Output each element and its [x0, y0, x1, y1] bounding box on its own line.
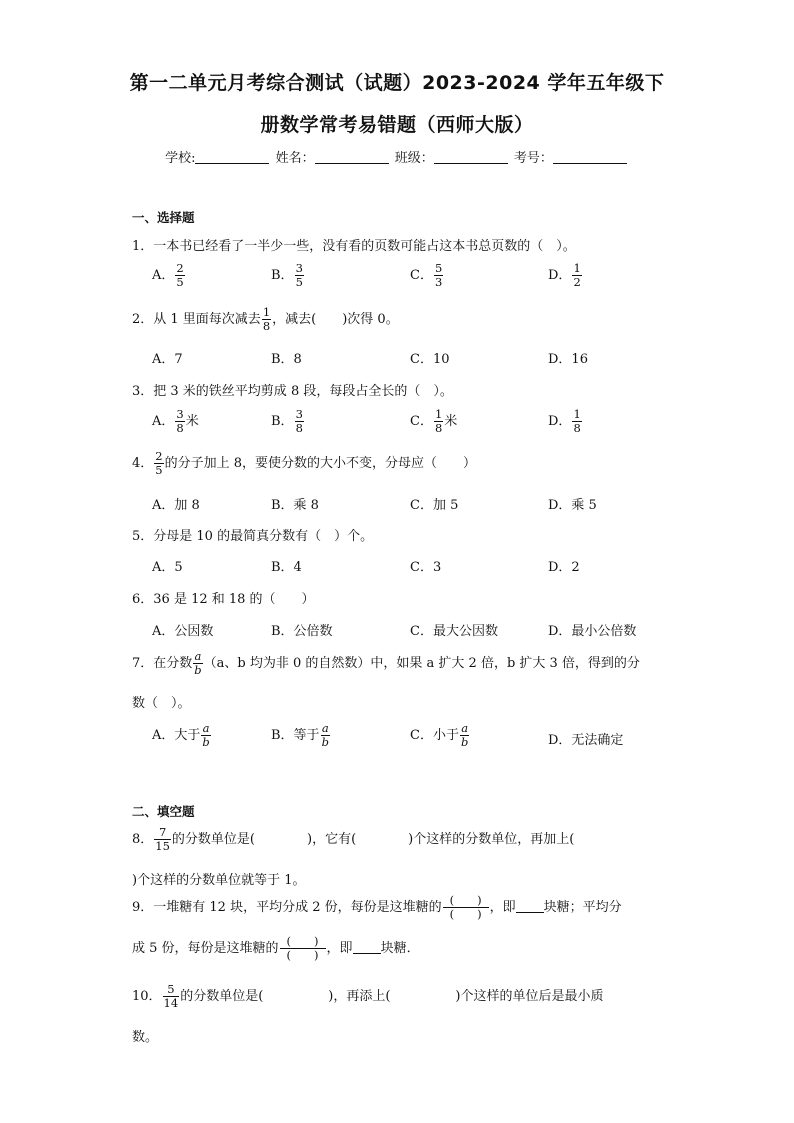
- blank-fraction[interactable]: $\frac{( )}{( )}$: [280, 935, 326, 962]
- fraction: $\frac{1}{8}$: [262, 305, 271, 333]
- question-4: 4． $\frac{2}{5}$ 的分子加上 8，要使分数的大小不变，分母应（ ）: [132, 449, 477, 477]
- q4-option-c[interactable]: C．加 5: [410, 498, 459, 513]
- section-fill-heading: 二、填空题: [132, 804, 195, 819]
- school-label: 学校:: [165, 151, 196, 166]
- class-label: 班级：: [394, 151, 434, 166]
- q2-option-a[interactable]: A．7: [152, 352, 183, 367]
- question-6: 6．36 是 12 和 18 的（ ）: [132, 592, 315, 607]
- q7-option-c[interactable]: C．小于 $\frac{a}{b}$: [410, 721, 469, 749]
- answer-blank[interactable]: [516, 900, 544, 913]
- question-8: 8． $\frac{7}{15}$ 的分数单位是( )，它有( )个这样的分数单位，再加上(: [132, 825, 575, 853]
- student-info-line: [0, 147, 794, 166]
- class-blank[interactable]: [434, 150, 508, 164]
- name-blank[interactable]: [315, 150, 389, 164]
- fraction: $\frac{2}{5}$: [176, 261, 184, 289]
- q2-option-c[interactable]: C．10: [410, 352, 450, 367]
- fraction: $\frac{3}{8}$: [176, 407, 184, 435]
- question-9-line2: 成 5 份，每份是这堆糖的 $\frac{( )}{( )}$ ，即 块糖．: [132, 934, 420, 962]
- fraction: $\frac{a}{b}$: [321, 721, 329, 749]
- q7-option-d[interactable]: D．无法确定: [548, 733, 624, 748]
- q5-option-c[interactable]: C．3: [410, 560, 442, 575]
- q7-option-b[interactable]: B．等于 $\frac{a}{b}$: [271, 721, 329, 749]
- fraction: $\frac{2}{5}$: [155, 449, 163, 477]
- fraction: $\frac{1}{8}$: [573, 407, 581, 435]
- fraction: $\frac{5}{3}$: [434, 261, 443, 289]
- fraction: $\frac{3}{8}$: [295, 407, 303, 435]
- question-9: 9．一堆糖有 12 块，平均分成 2 份，每份是这堆糖的 $\frac{( )}{( )}$ ，即 块糖；平均分: [132, 893, 622, 921]
- q1-option-d[interactable]: D． $\frac{1}{2}$: [548, 261, 581, 289]
- answer-blank[interactable]: [353, 941, 381, 954]
- blank-fraction[interactable]: $\frac{( )}{( )}$: [443, 894, 489, 921]
- question-8-line2: )个这样的分数单位就等于 1。: [132, 873, 306, 888]
- fraction: $\frac{1}{8}$: [434, 407, 443, 435]
- q3-option-d[interactable]: D． $\frac{1}{8}$: [548, 407, 581, 435]
- question-5: 5．分母是 10 的最简真分数有（ ）个。: [132, 529, 374, 544]
- q5-option-b[interactable]: B．4: [271, 560, 302, 575]
- q4-option-b[interactable]: B．乘 8: [271, 498, 319, 513]
- page-title-line2: 册数学常考易错题（西师大版）: [260, 114, 534, 136]
- q7-option-a[interactable]: A．大于 $\frac{a}{b}$: [152, 721, 210, 749]
- name-label: 姓名：: [275, 151, 315, 166]
- question-10: 10． $\frac{5}{14}$ 的分数单位是( )，再添上( )个这样的单位后是最小质: [132, 982, 604, 1010]
- fraction: $\frac{5}{14}$: [163, 982, 179, 1010]
- fraction: $\frac{7}{15}$: [155, 825, 170, 853]
- q1-option-b[interactable]: B． $\frac{3}{5}$: [271, 261, 303, 289]
- q1-option-a[interactable]: A． $\frac{2}{5}$: [152, 261, 184, 289]
- fraction: $\frac{a}{b}$: [194, 649, 202, 677]
- fraction: $\frac{a}{b}$: [202, 721, 210, 749]
- q6-option-c[interactable]: C．最大公因数: [410, 624, 498, 639]
- exam-no-label: 考号：: [513, 151, 553, 166]
- question-10-line2: 数。: [132, 1030, 159, 1045]
- section-choice-heading: 一、选择题: [132, 210, 195, 225]
- question-7: 7．在分数 $\frac{a}{b}$ （a、b 均为非 0 的自然数）中，如果 a 扩大 2 倍，b 扩大 3 倍，得到的分: [132, 649, 640, 677]
- q1-option-c[interactable]: C． $\frac{5}{3}$: [410, 261, 443, 289]
- q3-option-b[interactable]: B． $\frac{3}{8}$: [271, 407, 303, 435]
- fraction: $\frac{3}{5}$: [295, 261, 303, 289]
- q4-option-a[interactable]: A．加 8: [152, 498, 200, 513]
- fraction: $\frac{1}{2}$: [573, 261, 581, 289]
- q3-option-c[interactable]: C． $\frac{1}{8}$ 米: [410, 407, 458, 435]
- question-1: 1．一本书已经看了一半少一些，没有看的页数可能占这本书总页数的（ ）。: [132, 239, 576, 254]
- q4-option-d[interactable]: D．乘 5: [548, 498, 597, 513]
- q6-option-d[interactable]: D．最小公倍数: [548, 624, 637, 639]
- school-blank[interactable]: [195, 150, 269, 164]
- exam-no-blank[interactable]: [553, 150, 627, 164]
- question-7-line2: 数（ ）。: [132, 696, 191, 711]
- q6-option-a[interactable]: A．公因数: [152, 624, 214, 639]
- q2-option-b[interactable]: B．8: [271, 352, 302, 367]
- question-3: 3．把 3 米的铁丝平均剪成 8 段，每段占全长的（ ）。: [132, 384, 453, 399]
- q3-option-a[interactable]: A． $\frac{3}{8}$ 米: [152, 407, 199, 435]
- question-2: 2．从 1 里面每次减去 $\frac{1}{8}$ ，减去( )次得 0。: [132, 305, 399, 333]
- q5-option-a[interactable]: A．5: [152, 560, 183, 575]
- page-title-line1: 第一二单元月考综合测试（试题）2023-2024 学年五年级下: [129, 72, 665, 94]
- q2-option-d[interactable]: D．16: [548, 352, 588, 367]
- q6-option-b[interactable]: B．公倍数: [271, 624, 333, 639]
- fraction: $\frac{a}{b}$: [460, 721, 469, 749]
- q5-option-d[interactable]: D．2: [548, 560, 580, 575]
